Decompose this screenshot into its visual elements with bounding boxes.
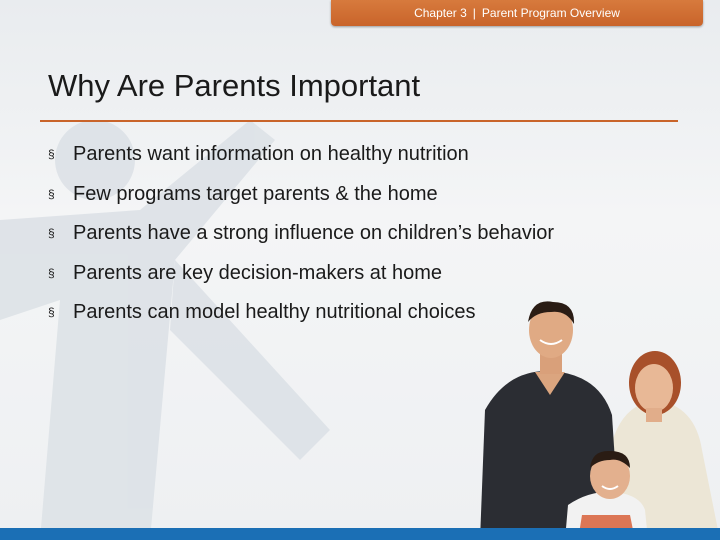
bullet-item <box>48 222 668 262</box>
slide-title: Why Are Parents Important <box>48 68 421 103</box>
chapter-header-tab <box>331 0 703 26</box>
bottom-accent-bar <box>0 528 720 540</box>
bullet-text: Parents can model healthy nutritional choices <box>73 301 476 323</box>
bullet-icon: § <box>48 147 55 161</box>
bullet-icon: § <box>48 226 55 240</box>
bullet-item <box>48 143 668 183</box>
bullet-text: Parents want information on healthy nutrition <box>73 143 469 165</box>
bullet-text: Parents have a strong influence on children’s behavior <box>73 222 555 244</box>
family-photo <box>440 300 720 540</box>
bullet-text: Few programs target parents & the home <box>73 182 438 205</box>
bullet-text: Parents are key decision-makers at home <box>73 261 443 284</box>
bullet-item <box>48 183 668 223</box>
section-label: Parent Program Overview <box>481 6 620 20</box>
chapter-label: Chapter 3 <box>414 6 467 20</box>
bullet-icon: § <box>48 186 55 201</box>
bullet-icon: § <box>48 265 55 280</box>
bullet-item <box>48 262 668 302</box>
title-underline <box>40 120 678 122</box>
bullet-icon: § <box>48 305 55 319</box>
header-separator: | <box>472 6 476 20</box>
